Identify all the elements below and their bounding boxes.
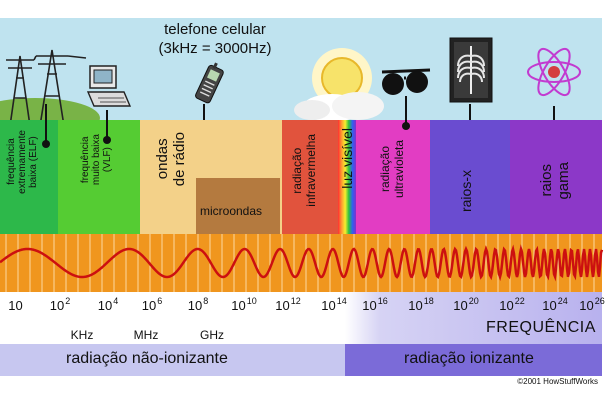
cell-phone-label-title: telefone celular	[164, 21, 266, 38]
frequency-axis	[0, 292, 605, 318]
uv-pointer-dot	[402, 122, 410, 130]
elf-pointer	[45, 104, 47, 144]
band-xray	[430, 120, 510, 234]
frequency-axis-title: FREQUÊNCIA	[486, 319, 596, 336]
tick-10-8: $10^8$	[187, 296, 209, 313]
band-gamma	[510, 120, 602, 234]
tick-10-18: $10^{18}$	[408, 296, 434, 313]
tick-10-10: $10^{10}$	[231, 296, 257, 313]
band-infrared-label: radiação infravermelha	[290, 134, 318, 207]
band-ultraviolet-label: radiação ultravioleta	[378, 140, 406, 199]
tick-10-24: $10^{24}$	[542, 296, 568, 313]
wave-strip	[0, 234, 602, 292]
band-xray-label: raios-x	[458, 170, 474, 213]
band-visible-label: luz visível	[339, 128, 355, 189]
tick-10-2: $10^2$	[49, 296, 71, 313]
tick-10-4: $10^4$	[97, 296, 119, 313]
tick-10-20: $10^{20}$	[453, 296, 479, 313]
unit-ghz: GHz	[200, 328, 224, 342]
bottom-strip	[0, 376, 602, 400]
tick-10-0: 10	[8, 298, 23, 313]
cell-phone-label	[140, 20, 290, 58]
tick-10-16: $10^{16}$	[362, 296, 388, 313]
ionizing-label: radiação ionizante	[404, 350, 534, 367]
band-gamma-label: raios gama	[538, 162, 572, 200]
band-radio-label: ondas de rádio	[154, 132, 188, 187]
wave-strip-art	[0, 234, 602, 292]
tick-10-12: $10^{12}$	[275, 296, 301, 313]
copyright-text: ©2001 HowStuffWorks	[517, 377, 598, 386]
band-microwave-label: microondas	[200, 204, 263, 218]
elf-pointer-dot	[42, 140, 50, 148]
tick-10-14: $10^{14}$	[321, 296, 347, 313]
band-ultraviolet	[356, 120, 430, 234]
band-visible	[338, 120, 356, 234]
tick-10-26: $10^{26}$	[579, 296, 605, 313]
tick-10-22: $10^{22}$	[499, 296, 525, 313]
cell-phone-icon	[192, 62, 226, 108]
band-infrared	[282, 120, 338, 234]
atom-icon	[522, 38, 586, 110]
unit-khz: KHz	[70, 328, 94, 342]
xray-film-icon	[448, 36, 494, 106]
computer-icon	[84, 62, 134, 114]
sun-icon	[292, 38, 392, 122]
band-vlf	[58, 120, 140, 234]
unit-mhz: MHz	[133, 328, 159, 342]
band-microwave	[196, 178, 280, 234]
non-ionizing-label: radiação não-ionizante	[66, 350, 228, 367]
vlf-pointer-dot	[103, 136, 111, 144]
band-elf-label: frequência extremamente baixa (ELF)	[6, 130, 39, 194]
tick-10-6: $10^6$	[141, 296, 163, 313]
band-elf	[0, 120, 58, 234]
cell-phone-label-frequency: (3kHz = 3000Hz)	[158, 40, 272, 57]
band-vlf-label: frequência muito baixa (VLF)	[80, 134, 113, 186]
